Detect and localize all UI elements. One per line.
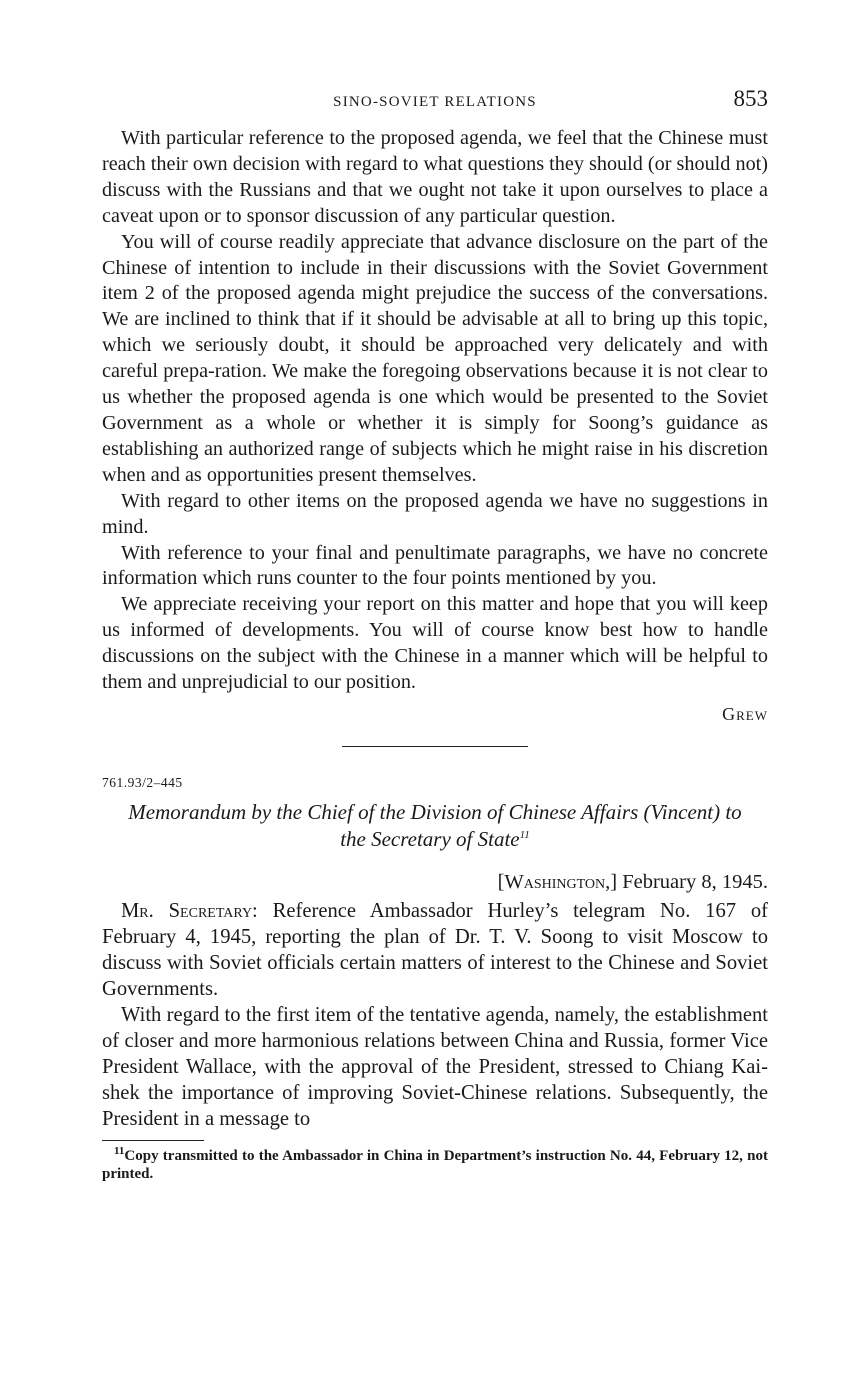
dateline: [102, 871, 768, 894]
footnote-number: 11: [114, 1144, 125, 1157]
dateline-place: [Washington,]: [497, 870, 618, 893]
letter-paragraph: With particular reference to the proposed agenda, we feel that the Chinese must reach their own decision with regard to what questions they should (or should not) discuss with the Russians and that we ought not take it upon ourselves to place a caveat upon or to sponsor discussion of any particular question.: [102, 127, 768, 227]
memo-paragraph-text: Reference Ambassador Hurley’s telegram No. 167 of February 4, 1945, reporting the plan of Dr. T. V. Soong to visit Moscow to discuss with Soviet officials certain matters of interest to the Chinese and Soviet Governments.: [102, 899, 768, 1000]
memo-title-text: Memorandum by the Chief of the Division of Chinese Affairs (Vincent) to the Secretary of State: [128, 799, 742, 851]
footnote-ref: 11: [519, 828, 530, 841]
salutation: Mr. Secretary:: [121, 899, 258, 922]
footnote-text: Copy transmitted to the Ambassador in China in Department’s instruction No. 44, February 12, not printed.: [102, 1147, 768, 1182]
letter-paragraph: With regard to other items on the proposed agenda we have no suggestions in mind.: [102, 489, 768, 538]
dateline-date: February 8, 1945.: [622, 870, 768, 893]
footnote-rule: [102, 1140, 204, 1141]
document-page: [102, 86, 768, 1183]
memo-body: [102, 898, 768, 1132]
running-head: SINO-SOVIET RELATIONS: [333, 94, 537, 110]
letter-paragraph: You will of course readily appreciate that advance disclosure on the part of the Chinese of intention to include in their discussions with the Soviet Government item 2 of the proposed agenda might prejudice the success of the conversations. We are inclined to think that if it should be advisable at all to bring up this topic, which we seriously doubt, it should be approached very delicately and with careful prepa-ration. We make the foregoing observations because it is not clear to us whether the proposed agenda is one which would be presented to the Soviet Government as a whole or whether it is simply for Soong’s guidance as establishing an authorized range of subjects which he might raise in his discretion when and as opportunities present themselves.: [102, 230, 768, 486]
footnote: [102, 1144, 768, 1183]
letter-paragraph: We appreciate receiving your report on this matter and hope that you will keep us informed of developments. You will of course know best how to handle discussions on the subject with the Chinese in a manner which will be helpful to them and unprejudicial to our position.: [102, 593, 768, 694]
signature: Grew: [722, 703, 768, 724]
memo-paragraph: [102, 898, 768, 1002]
page-number: 853: [733, 86, 768, 111]
section-divider: [342, 746, 528, 747]
memo-paragraph: With regard to the first item of the tentative agenda, namely, the establishment of closer and more harmonious relations between China and Russia, former Vice President Wallace, with the approval of the President, stressed to Chiang Kai-shek the importance of improving Soviet-Chinese relations. Subsequently, the President in a message to: [102, 1003, 768, 1130]
letter-paragraph: With reference to your final and penultimate paragraphs, we have no concrete information which runs counter to the four points mentioned by you.: [102, 541, 768, 590]
page-header: [102, 86, 768, 126]
memo-title: [102, 799, 768, 853]
file-number: 761.93/2–445: [102, 774, 183, 790]
letter-body: [102, 126, 768, 725]
